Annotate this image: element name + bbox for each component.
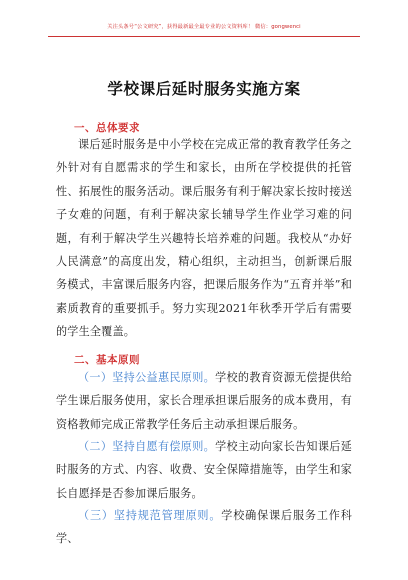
header-promo-banner: 关注头条号“公文研究”，获得最新最全最专业的公文资料库！ 微信：gongwenci [48, 22, 360, 37]
section-heading-general-requirements: 一、总体要求 [74, 122, 140, 134]
paragraph-general-requirements [56, 133, 352, 344]
paragraph-lead-standard-management: （三）坚持规范管理原则。 [78, 509, 222, 522]
document-title: 学校课后延时服务实施方案 [107, 80, 301, 98]
paragraph-principle-standard-management [56, 504, 352, 551]
paragraph-body-public-welfare: 学校的教育资源无偿提供给学生课后服务使用，家长合理承担课后服务的成本费用，有资格教师完成正常教学任务后主动承担课后服务。 [56, 371, 352, 431]
paragraph-body-voluntary-paid: 学校主动向家长告知课后延时服务的方式、内容、收费、安全保障措施等，由学生和家长自愿择是否参加课后服务。 [56, 440, 352, 500]
paragraph-principle-voluntary-paid [56, 435, 352, 505]
section-heading-basic-principles: 二、基本原则 [74, 354, 140, 366]
paragraph-principle-public-welfare [56, 366, 352, 436]
paragraph-lead-voluntary-paid: （二）坚持自愿有偿原则。 [78, 440, 216, 453]
paragraph-body-standard-management: 学校确保课后服务工作科学、 [56, 509, 352, 546]
paragraph-body: 课后延时服务是中小学校在完成正常的教育教学任务之外针对有自愿需求的学生和家长，由所在学校提供的托管性、拓展性的服务活动。课后服务有利于解决家长按时接送子女难的问题，有利于解决家长辅导学生作业学习难的问题，有利于解决学生兴趣特长培养难的问题。我校从“办好人民满意”的高度出发，精心组织，主动担当，创新课后服务模式，丰富课后服务内容，把课后服务作为“五育并举”和素质教育的重要抓手。努力实现2021年秋季开学后有需要的学生全覆盖。 [56, 138, 352, 339]
paragraph-lead-public-welfare: （一）坚持公益惠民原则。 [78, 371, 216, 384]
